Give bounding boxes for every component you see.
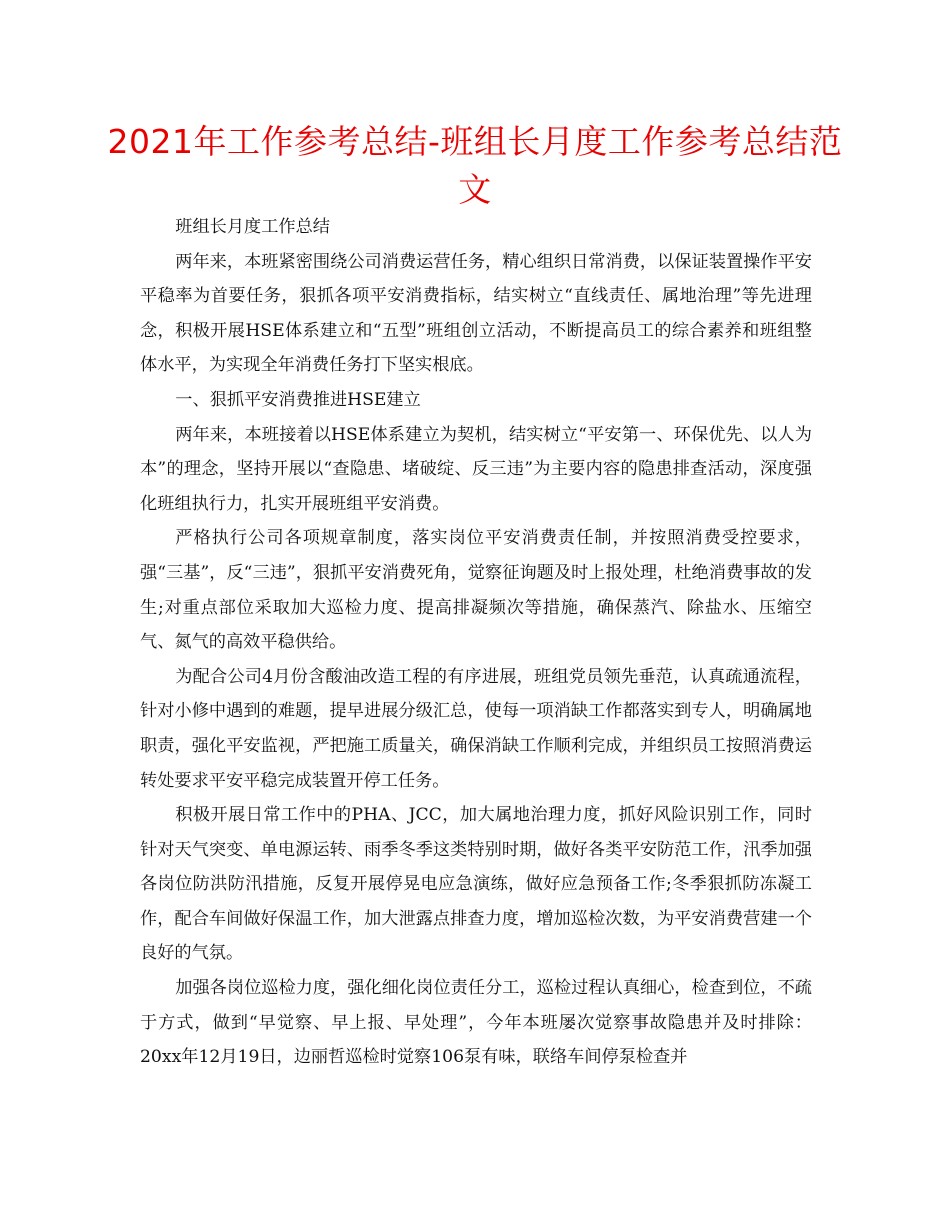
paragraph: 积极开展日常工作中的PHA、JCC，加大属地治理力度，抓好风险识别工作，同时针对天气突变、单电源运转、雨季冬季这类特别时期，做好各类平安防范工作，汛季加强各岗位防洪防汛措施，反复开展停晃电应急演练，做好应急预备工作;冬季狠抓防冻凝工作，配合车间做好保温工作，加大泄露点排查力度，增加巡检次数，为平安消费营建一个良好的气氛。 [140, 805, 812, 964]
paragraph: 为配合公司4月份含酸油改造工程的有序进展，班组党员领先垂范，认真疏通流程，针对小修中遇到的难题，提早进展分级汇总，使每一项消缺工作都落实到专人，明确属地职责，强化平安监视，严把施工质量关，确保消缺工作顺利完成，并组织员工按照消费运转处要求平安平稳完成装置开停工任务。 [140, 666, 812, 791]
document-title: 2021年工作参考总结-班组长月度工作参考总结范文 [107, 122, 843, 209]
document-body [140, 210, 812, 1075]
section-subtitle: 班组长月度工作总结 [175, 217, 330, 237]
paragraph-intro: 两年来，本班紧密围绕公司消费运营任务，精心组织日常消费，以保证装置操作平安平稳率为首要任务，狠抓各项平安消费指标，结实树立“直线责任、属地治理”等先进理念，积极开展HSE体系建立和“五型”班组创立活动，不断提高员工的综合素养和班组整体水平，为实现全年消费任务打下坚实根底。 [140, 251, 812, 376]
paragraph: 两年来，本班接着以HSE体系建立为契机，结实树立“平安第一、环保优先、以人为本”的理念，坚持开展以“查隐患、堵破绽、反三违”为主要内容的隐患排查活动，深度强化班组执行力，扎实开展班组平安消费。 [140, 424, 812, 514]
paragraph: 加强各岗位巡检力度，强化细化岗位责任分工，巡检过程认真细心，检查到位，不疏于方式，做到“早觉察、早上报、早处理”，今年本班屡次觉察事故隐患并及时排除：20xx年12月19日，边丽哲巡检时觉察106泵有味，联络车间停泵检查并 [140, 978, 812, 1068]
section-heading-1: 一、狠抓平安消费推进HSE建立 [175, 389, 421, 410]
paragraph: 严格执行公司各项规章制度，落实岗位平安消费责任制，并按照消费受控要求，强“三基”，反“三违”，狠抓平安消费死角，觉察征询题及时上报处理，杜绝消费事故的发生;对重点部位采取加大巡检力度、提高排凝频次等措施，确保蒸汽、除盐水、压缩空气、氮气的高效平稳供给。 [140, 528, 812, 653]
